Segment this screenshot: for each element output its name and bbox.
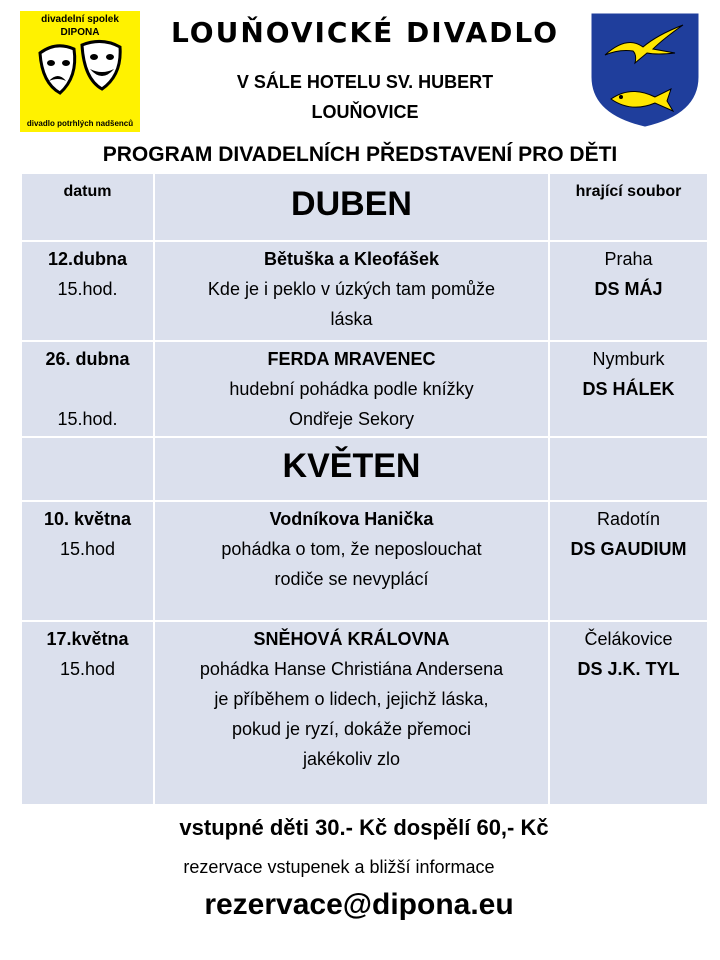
table-row bbox=[21, 501, 708, 621]
date-cell bbox=[21, 621, 154, 805]
ensemble-cell bbox=[549, 501, 708, 621]
show-title: SNĚHOVÁ KRÁLOVNA bbox=[253, 629, 450, 649]
ensemble-name: DS HÁLEK bbox=[582, 379, 675, 399]
show-time: 15.hod bbox=[59, 659, 116, 679]
admission-price: vstupné děti 30.- Kč dospělí 60,- Kč bbox=[179, 815, 549, 840]
logo-text-spolek: divadelní spolek bbox=[41, 14, 119, 25]
table-row bbox=[21, 621, 708, 805]
show-date: 12.dubna bbox=[47, 249, 127, 269]
ensemble-cell bbox=[549, 341, 708, 437]
date-cell bbox=[21, 501, 154, 621]
town-text: LOUŇOVICE bbox=[311, 102, 419, 122]
ensemble-name: DS J.K. TYL bbox=[577, 659, 680, 679]
ensemble-cell bbox=[549, 621, 708, 805]
page-title: LOUŇOVICKÉ DIVADLO bbox=[170, 16, 560, 49]
show-title: Vodníkova Hanička bbox=[269, 509, 434, 529]
table-header-row bbox=[21, 173, 708, 241]
column-header-date: datum bbox=[21, 173, 154, 241]
ensemble-place: Praha bbox=[604, 249, 653, 269]
column-header-ensemble: hrající soubor bbox=[549, 173, 708, 241]
program-table bbox=[20, 172, 709, 806]
show-date: 10. května bbox=[43, 509, 132, 529]
show-cell bbox=[154, 501, 549, 621]
show-description: pohádka Hanse Christiána Andersena bbox=[199, 659, 504, 679]
show-description: jakékoliv zlo bbox=[302, 749, 401, 769]
coat-of-arms-icon bbox=[591, 13, 699, 127]
show-description: Ondřeje Sekory bbox=[288, 409, 415, 429]
ensemble-place: Nymburk bbox=[592, 349, 665, 369]
table-row bbox=[21, 341, 708, 437]
show-title: FERDA MRAVENEC bbox=[267, 349, 436, 369]
date-cell bbox=[21, 241, 154, 341]
month-row bbox=[21, 437, 708, 501]
ensemble-name: DS MÁJ bbox=[594, 279, 663, 299]
venue-text: V SÁLE HOTELU SV. HUBERT bbox=[236, 72, 494, 92]
show-cell bbox=[154, 621, 549, 805]
ensemble-place: Radotín bbox=[596, 509, 661, 529]
date-cell bbox=[21, 341, 154, 437]
show-description: pokud je ryzí, dokáže přemoci bbox=[231, 719, 472, 739]
show-title: Bětuška a Kleofášek bbox=[263, 249, 440, 269]
show-time: 15.hod. bbox=[57, 409, 118, 429]
dipona-logo bbox=[20, 11, 140, 132]
show-description: rodiče se nevyplácí bbox=[274, 569, 429, 589]
show-description: hudební pohádka podle knížky bbox=[229, 379, 474, 399]
reservation-email-link[interactable]: rezervace@dipona.eu bbox=[204, 888, 514, 921]
show-date: 17.května bbox=[46, 629, 129, 649]
show-description: je příběhem o lidech, jejichž láska, bbox=[214, 689, 489, 709]
table-row bbox=[21, 241, 708, 341]
ensemble-name: DS GAUDIUM bbox=[570, 539, 687, 559]
show-time: 15.hod. bbox=[57, 279, 118, 299]
program-heading: PROGRAM DIVADELNÍCH PŘEDSTAVENÍ PRO DĚTI bbox=[102, 143, 618, 166]
empty-cell bbox=[21, 437, 154, 501]
show-cell bbox=[154, 241, 549, 341]
show-cell bbox=[154, 341, 549, 437]
reservation-info: rezervace vstupenek a bližší informace bbox=[183, 857, 495, 877]
show-description: Kde je i peklo v úzkých tam pomůže bbox=[207, 279, 496, 299]
ensemble-cell bbox=[549, 241, 708, 341]
month-heading-april: DUBEN bbox=[154, 173, 549, 241]
logo-text-motto: divadlo potrhlých nadšenců bbox=[26, 119, 134, 128]
show-date: 26. dubna bbox=[45, 349, 130, 369]
show-description: pohádka o tom, že neposlouchat bbox=[221, 539, 482, 559]
theatre-masks-icon bbox=[34, 39, 126, 107]
show-description: láska bbox=[330, 309, 373, 329]
ensemble-place: Čelákovice bbox=[584, 629, 673, 649]
show-time: 15.hod bbox=[59, 539, 116, 559]
empty-cell bbox=[549, 437, 708, 501]
logo-text-dipona: DIPONA bbox=[60, 27, 100, 38]
month-heading-may: KVĚTEN bbox=[154, 437, 549, 501]
